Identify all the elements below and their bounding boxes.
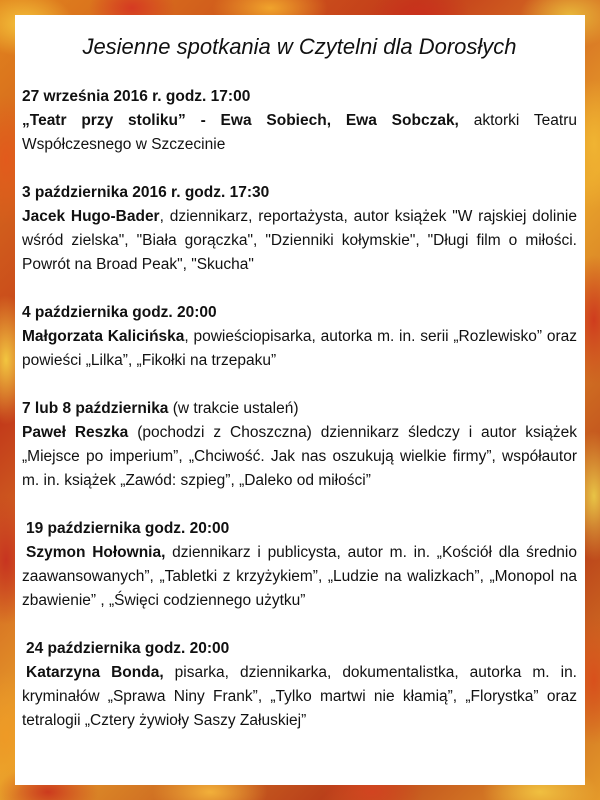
- event-date: 7 lub 8 października: [22, 400, 169, 417]
- event-2: [22, 181, 577, 277]
- event-guest: Małgorzata Kalicińska: [22, 328, 185, 345]
- event-date-line: [22, 397, 577, 421]
- event-date: 3 października 2016 r. godz. 17:30: [22, 184, 270, 201]
- event-guest: „Teatr przy stoliku” - Ewa Sobiech, Ewa Sobczak,: [22, 112, 459, 129]
- event-date-line: [22, 637, 577, 661]
- event-guest: Katarzyna Bonda,: [26, 664, 164, 681]
- event-date-line: [22, 301, 577, 325]
- event-description: [22, 325, 577, 373]
- event-3: [22, 301, 577, 373]
- event-guest: Jacek Hugo-Bader: [22, 208, 160, 225]
- event-date: 19 października godz. 20:00: [26, 520, 230, 537]
- event-details: (pochodzi z Choszczna) dziennikarz śledczy i autor książek „Miejsce po imperium”, „Chciwość. Jak nas oszukują wielkie firmy”, współautor m. in. książek „Zawód: szpieg”, „Daleko od miłości”: [22, 424, 577, 489]
- event-date: 4 października godz. 20:00: [22, 304, 217, 321]
- event-date: 24 października godz. 20:00: [26, 640, 230, 657]
- event-details: pisarka, dziennikarka, dokumentalistka, autorka m. in. kryminałów „Sprawa Niny Frank”, „Tylko martwi nie kłamią”, „Florystka” oraz tetralogii „Cztery żywioły Saszy Załuskiej”: [22, 664, 577, 729]
- event-description: [22, 109, 577, 157]
- event-description: [22, 421, 577, 493]
- event-description: [22, 205, 577, 277]
- event-details: , dziennikarz, reportażysta, autor książek "W rajskiej dolinie wśród zielska", "Biała gorączka", "Dzienniki kołymskie", "Długi film o miłości. Powrót na Broad Peak", "Skucha": [22, 208, 577, 273]
- event-date-line: [22, 181, 577, 205]
- poster-title: Jesienne spotkania w Czytelni dla Dorosłych: [82, 34, 517, 59]
- event-date: 27 września 2016 r. godz. 17:00: [22, 88, 251, 105]
- event-description: [22, 541, 577, 613]
- event-date-line: [22, 517, 577, 541]
- event-guest: Szymon Hołownia,: [26, 544, 166, 561]
- event-details: , powieściopisarka, autorka m. in. serii „Rozlewisko” oraz powieści „Lilka”, „Fikołki na trzepaku”: [22, 328, 578, 369]
- poster-content: [15, 15, 585, 785]
- event-5: [22, 517, 577, 613]
- event-1: [22, 85, 577, 157]
- event-4: [22, 397, 577, 493]
- event-description: [22, 661, 577, 733]
- event-guest: Paweł Reszka: [22, 424, 129, 441]
- event-details: aktorki Teatru Współczesnego w Szczecinie: [22, 112, 577, 153]
- event-date-line: [22, 85, 577, 109]
- event-details: dziennikarz i publicysta, autor m. in. „Kościół dla średnio zaawansowanych”, „Tabletki z krzyżykiem”, „Ludzie na walizkach”, „Monopol na zbawienie” , „Święci codziennego użytku”: [22, 544, 577, 609]
- event-6: [22, 637, 577, 733]
- event-date-note: (w trakcie ustaleń): [168, 400, 299, 417]
